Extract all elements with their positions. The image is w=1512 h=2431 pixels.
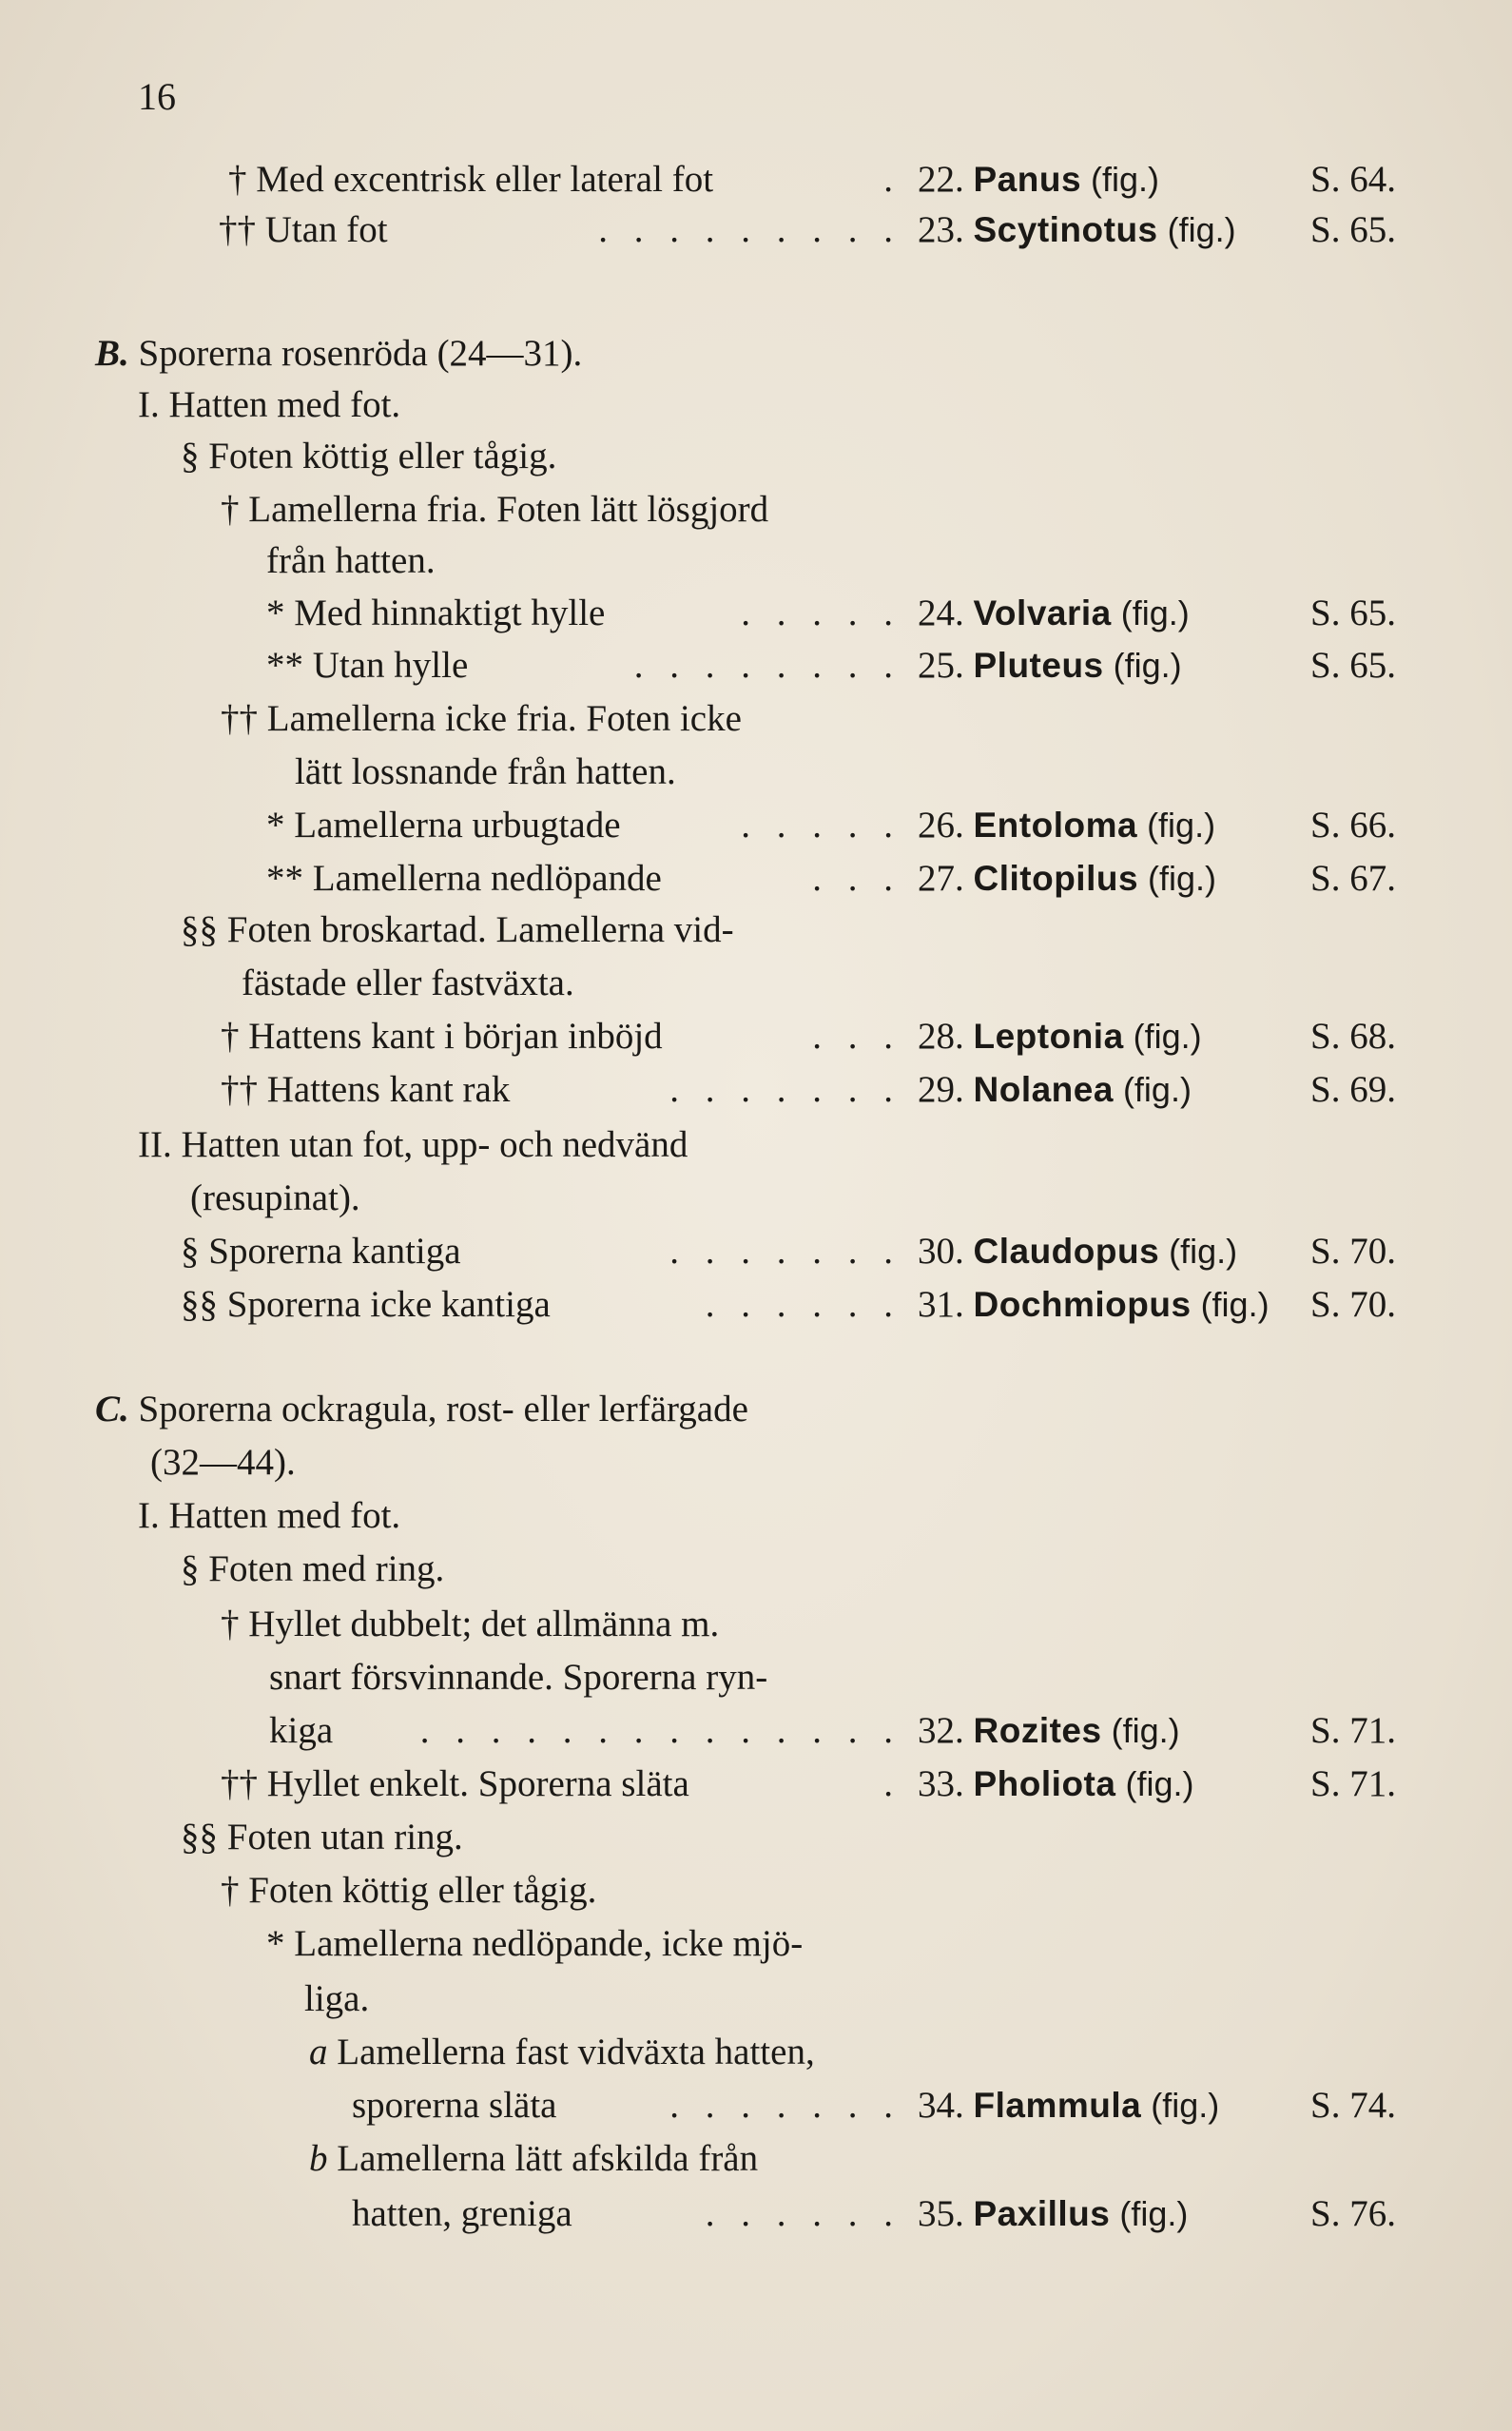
key-line-text: Hatten med fot. xyxy=(168,384,401,425)
key-line-text: Lamellerna nedlöpande, icke mjö- xyxy=(294,1923,804,1964)
key-line xyxy=(0,2188,1512,2241)
figure-reference: (fig.) xyxy=(1138,859,1217,898)
dot-leader: . . . xyxy=(812,858,901,899)
key-line-text: (resupinat). xyxy=(190,1177,360,1218)
key-line-description xyxy=(309,2026,815,2079)
genus-entry xyxy=(918,1278,1270,1332)
key-line-description xyxy=(181,430,556,483)
key-line-description xyxy=(181,1811,463,1864)
figure-reference: (fig.) xyxy=(1103,646,1182,685)
key-line-description xyxy=(221,1758,689,1811)
key-line-description xyxy=(138,1118,688,1172)
figure-reference: (fig.) xyxy=(1081,160,1160,199)
genus-name: Pluteus xyxy=(973,646,1104,685)
page-reference: S. 71. xyxy=(1310,1763,1396,1804)
figure-reference: (fig.) xyxy=(1113,1070,1192,1109)
key-line-text: Lamellerna fast vidväxta hatten, xyxy=(337,2032,815,2072)
key-line xyxy=(0,1118,1512,1172)
dot-leader: . . . . . . . xyxy=(669,1069,901,1110)
dot-leader: . . . . . . . . . xyxy=(598,209,901,250)
genus-number: 26. xyxy=(918,805,974,846)
key-line-marker: † xyxy=(221,489,249,530)
key-line-description xyxy=(266,1917,803,1971)
key-line-description xyxy=(269,1704,333,1758)
dot-leader: . . . . . . xyxy=(705,1284,901,1325)
key-line-marker: B. xyxy=(95,333,139,374)
key-line-text: Hatten utan fot, upp- och nedvänd xyxy=(181,1124,688,1165)
key-line-marker: † xyxy=(221,1870,249,1911)
key-line-description xyxy=(352,2079,557,2132)
key-line-marker: † xyxy=(228,159,257,200)
key-line xyxy=(0,1811,1512,1864)
key-line xyxy=(0,1651,1512,1704)
genus-entry xyxy=(918,2188,1188,2241)
key-line xyxy=(0,1543,1512,1596)
key-line-description xyxy=(221,692,742,746)
key-line xyxy=(0,904,1512,957)
genus-name: Entoloma xyxy=(973,806,1138,845)
figure-reference: (fig.) xyxy=(1123,1017,1202,1056)
genus-number: 31. xyxy=(918,1284,974,1325)
key-line-text: snart försvinnande. Sporerna ryn- xyxy=(269,1657,768,1698)
key-line-text: Hattens kant i början inböjd xyxy=(248,1016,663,1057)
key-line-marker: II. xyxy=(138,1124,182,1165)
genus-name: Volvaria xyxy=(973,593,1112,632)
key-line-marker: † xyxy=(221,1604,249,1644)
page-reference: S. 69. xyxy=(1310,1069,1396,1110)
key-line-description xyxy=(266,639,468,692)
key-line xyxy=(0,1758,1512,1811)
key-line-description xyxy=(181,904,734,957)
key-line-text: Lamellerna lätt afskilda från xyxy=(337,2138,759,2179)
key-line-text: kiga xyxy=(269,1710,334,1751)
key-line-text: från hatten. xyxy=(266,540,436,581)
key-line-marker: § xyxy=(181,436,209,476)
genus-number: 24. xyxy=(918,593,974,633)
key-line xyxy=(0,1917,1512,1971)
key-line-description xyxy=(95,327,582,380)
genus-entry xyxy=(918,1225,1237,1278)
key-line-marker: C. xyxy=(95,1389,139,1429)
dot-leader: . xyxy=(883,159,901,200)
key-line-text: hatten, greniga xyxy=(352,2193,572,2234)
key-line-text: Foten broskartad. Lamellerna vid- xyxy=(226,909,734,950)
key-line xyxy=(0,799,1512,852)
key-line-marker: §§ xyxy=(181,909,227,950)
genus-number: 28. xyxy=(918,1016,974,1057)
genus-entry xyxy=(918,204,1236,257)
key-line xyxy=(0,1436,1512,1489)
key-line xyxy=(0,1704,1512,1758)
dot-leader: . . . . . . . . . . . . . . xyxy=(419,1710,901,1751)
figure-reference: (fig.) xyxy=(1191,1285,1270,1324)
key-line xyxy=(0,852,1512,905)
key-line-description xyxy=(138,1489,400,1543)
key-line-text: Sporerna ockragula, rost- eller lerfärgade xyxy=(138,1389,748,1429)
key-line-marker: § xyxy=(181,1231,209,1272)
key-line-marker: * xyxy=(266,805,295,846)
genus-name: Panus xyxy=(973,160,1082,199)
page-reference: S. 74. xyxy=(1310,2085,1396,2126)
page-reference: S. 70. xyxy=(1310,1231,1396,1272)
genus-name: Claudopus xyxy=(973,1232,1160,1271)
key-line-text: Med hinnaktigt hylle xyxy=(294,593,606,633)
key-line-description xyxy=(181,1225,461,1278)
key-line xyxy=(0,1973,1512,2026)
key-line-text: liga. xyxy=(304,1978,370,2019)
key-line xyxy=(0,1598,1512,1651)
key-line-text: Sporerna kantiga xyxy=(208,1231,461,1272)
key-line-text: Foten med ring. xyxy=(208,1548,445,1589)
page-reference: S. 64. xyxy=(1310,159,1396,200)
dot-leader: . . . . . . xyxy=(705,2193,901,2234)
dot-leader: . . . . . . . xyxy=(669,2085,901,2126)
page-reference: S. 76. xyxy=(1310,2193,1396,2234)
key-line xyxy=(0,1063,1512,1117)
key-line-description xyxy=(266,587,605,640)
figure-reference: (fig.) xyxy=(1159,1232,1238,1271)
key-line-description xyxy=(221,1864,596,1917)
key-line xyxy=(0,1489,1512,1543)
genus-number: 30. xyxy=(918,1231,974,1272)
key-line-marker: § xyxy=(181,1548,209,1589)
key-line-description xyxy=(352,2188,572,2241)
key-line xyxy=(0,957,1512,1010)
key-line xyxy=(0,1010,1512,1063)
key-line-description xyxy=(309,2132,758,2186)
key-line-description xyxy=(295,746,676,799)
key-line-description xyxy=(221,1598,719,1651)
key-line xyxy=(0,1383,1512,1436)
key-line xyxy=(0,1172,1512,1225)
key-line-description xyxy=(242,957,574,1010)
genus-entry xyxy=(918,153,1159,206)
genus-number: 25. xyxy=(918,645,974,686)
key-line-marker: I. xyxy=(138,1495,169,1536)
key-line xyxy=(0,153,1512,206)
key-line-description xyxy=(150,1436,296,1489)
key-line-text: Utan fot xyxy=(264,209,388,250)
key-line-text: Lamellerna fria. Foten lätt lösgjord xyxy=(248,489,769,530)
key-line-description xyxy=(266,852,662,905)
key-line xyxy=(0,587,1512,640)
key-line-text: Hyllet enkelt. Sporerna släta xyxy=(266,1763,689,1804)
genus-entry xyxy=(918,2079,1219,2132)
page-number: 16 xyxy=(138,75,176,118)
key-line xyxy=(0,327,1512,380)
dot-leader: . . . . . xyxy=(741,593,901,633)
key-line-text: Hyllet dubbelt; det allmänna m. xyxy=(248,1604,720,1644)
key-line xyxy=(0,2132,1512,2186)
key-line xyxy=(0,1225,1512,1278)
key-line-text: sporerna släta xyxy=(352,2085,557,2126)
genus-number: 27. xyxy=(918,858,974,899)
key-line-text: Lamellerna urbugtade xyxy=(294,805,621,846)
key-line-description xyxy=(95,1383,748,1436)
key-line-text: Sporerna rosenröda (24—31). xyxy=(138,333,583,374)
genus-entry xyxy=(918,1704,1180,1758)
key-line-description xyxy=(221,1063,510,1117)
key-line-description xyxy=(138,379,400,432)
key-line-text: Lamellerna icke fria. Foten icke xyxy=(266,698,742,739)
genus-number: 33. xyxy=(918,1763,974,1804)
figure-reference: (fig.) xyxy=(1137,806,1216,845)
genus-entry xyxy=(918,587,1190,640)
key-line-text: Foten köttig eller tågig. xyxy=(248,1870,597,1911)
genus-name: Leptonia xyxy=(973,1017,1124,1056)
key-line-text: Sporerna icke kantiga xyxy=(226,1284,551,1325)
key-line-text: Hatten med fot. xyxy=(168,1495,401,1536)
key-line-description xyxy=(266,535,436,588)
key-line-text: Foten köttig eller tågig. xyxy=(208,436,557,476)
genus-entry xyxy=(918,799,1215,852)
key-line-text: Lamellerna nedlöpande xyxy=(312,858,662,899)
genus-name: Pholiota xyxy=(973,1764,1116,1803)
figure-reference: (fig.) xyxy=(1141,2086,1220,2125)
genus-name: Scytinotus xyxy=(973,210,1158,249)
key-line xyxy=(0,2026,1512,2079)
key-line-marker: †† xyxy=(221,698,267,739)
key-line-marker: §§ xyxy=(181,1817,227,1857)
page-reference: S. 65. xyxy=(1310,593,1396,633)
genus-entry xyxy=(918,1010,1202,1063)
key-line-marker: §§ xyxy=(181,1284,227,1325)
key-line xyxy=(0,2079,1512,2132)
page-reference: S. 66. xyxy=(1310,805,1396,846)
genus-name: Paxillus xyxy=(973,2194,1111,2233)
genus-number: 35. xyxy=(918,2193,974,2234)
key-line-description xyxy=(181,1543,444,1596)
key-line-description xyxy=(221,1010,663,1063)
dot-leader: . . . xyxy=(812,1016,901,1057)
genus-number: 34. xyxy=(918,2085,974,2126)
genus-entry xyxy=(918,1063,1192,1117)
key-line-marker: ** xyxy=(266,645,313,686)
key-line-marker: ** xyxy=(266,858,313,899)
page-reference: S. 65. xyxy=(1310,209,1396,250)
genus-name: Rozites xyxy=(973,1711,1102,1750)
genus-number: 22. xyxy=(918,159,974,200)
genus-number: 32. xyxy=(918,1710,974,1751)
key-line-description xyxy=(228,153,713,206)
key-line-marker: * xyxy=(266,1923,295,1964)
genus-name: Nolanea xyxy=(973,1070,1114,1109)
dot-leader: . xyxy=(883,1763,901,1804)
key-line-marker: * xyxy=(266,593,295,633)
dot-leader: . . . . . . . . xyxy=(633,645,901,686)
genus-entry xyxy=(918,852,1216,905)
key-line xyxy=(0,746,1512,799)
key-line xyxy=(0,483,1512,536)
key-line xyxy=(0,692,1512,746)
key-line-marker: † xyxy=(221,1016,249,1057)
page-reference: S. 70. xyxy=(1310,1284,1396,1325)
figure-reference: (fig.) xyxy=(1157,210,1236,249)
genus-number: 29. xyxy=(918,1069,974,1110)
key-line-text: Foten utan ring. xyxy=(226,1817,463,1857)
genus-name: Dochmiopus xyxy=(973,1285,1192,1324)
key-line-description xyxy=(266,799,621,852)
key-line-description xyxy=(190,1172,360,1225)
key-line xyxy=(0,430,1512,483)
genus-name: Flammula xyxy=(973,2086,1142,2125)
page-reference: S. 65. xyxy=(1310,645,1396,686)
page-reference: S. 68. xyxy=(1310,1016,1396,1057)
key-line-marker: I. xyxy=(138,384,169,425)
genus-entry xyxy=(918,1758,1193,1811)
key-line xyxy=(0,1278,1512,1332)
figure-reference: (fig.) xyxy=(1111,593,1190,632)
key-line-marker: a xyxy=(309,2032,338,2072)
key-line-marker: †† xyxy=(221,1069,267,1110)
key-line-description xyxy=(221,483,768,536)
dot-leader: . . . . . xyxy=(741,805,901,846)
key-line xyxy=(0,379,1512,432)
page-reference: S. 71. xyxy=(1310,1710,1396,1751)
key-line-text: Med excentrisk eller lateral fot xyxy=(256,159,714,200)
key-line-marker: b xyxy=(309,2138,338,2179)
key-line-description xyxy=(219,204,388,257)
key-line-text: lätt lossnande från hatten. xyxy=(295,751,676,792)
key-line xyxy=(0,639,1512,692)
key-line xyxy=(0,1864,1512,1917)
page-reference: S. 67. xyxy=(1310,858,1396,899)
key-line-marker: †† xyxy=(221,1763,267,1804)
key-line xyxy=(0,535,1512,588)
key-line xyxy=(0,204,1512,257)
figure-reference: (fig.) xyxy=(1101,1711,1180,1750)
figure-reference: (fig.) xyxy=(1110,2194,1189,2233)
genus-name: Clitopilus xyxy=(973,859,1139,898)
key-line-text: Hattens kant rak xyxy=(266,1069,511,1110)
key-line-text: Utan hylle xyxy=(312,645,469,686)
genus-entry xyxy=(918,639,1182,692)
key-line-description xyxy=(181,1278,551,1332)
key-line-description xyxy=(304,1973,369,2026)
key-line-description xyxy=(269,1651,767,1704)
genus-number: 23. xyxy=(918,209,974,250)
dot-leader: . . . . . . . xyxy=(669,1231,901,1272)
key-line-text: fästade eller fastväxta. xyxy=(242,963,574,1003)
key-line-text: (32—44). xyxy=(150,1442,296,1483)
key-line-marker: †† xyxy=(219,209,265,250)
figure-reference: (fig.) xyxy=(1115,1764,1194,1803)
